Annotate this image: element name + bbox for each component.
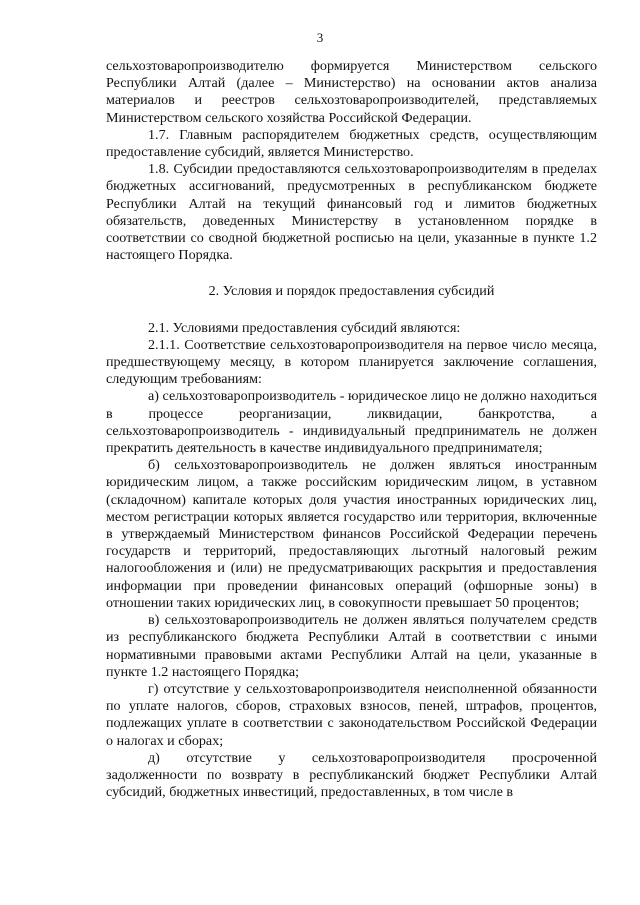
- section-heading: 2. Условия и порядок предоставления субсидий: [208, 283, 495, 300]
- paragraph: в) сельхозтоваропроизводитель не должен являться получателем средств из республиканского бюджета Республики Алтай в соответствии с иными нормативными правовыми актами Республики Алтай на цели, указанные в пункте 1.2 настоящего Порядка;: [106, 612, 597, 680]
- paragraph: 1.8. Субсидии предоставляются сельхозтоваропроизводителям в пределах бюджетных ассигнований, предусмотренных в республиканском бюджете Республики Алтай на текущий финансовый год и лимитов бюджетных обязательств, доведенных Министерству в установленном порядке в соответствии со сводной бюджетной росписью на цели, указанные в пункте 1.2 настоящего Порядка.: [106, 161, 597, 264]
- paragraph: г) отсутствие у сельхозтоваропроизводителя неисполненной обязанности по уплате налогов, сборов, страховых взносов, пеней, штрафов, процентов, подлежащих уплате в соответствии с законодательством Российской Федерации о налогах и сборах;: [106, 680, 597, 749]
- paragraph: 2.1.1. Соответствие сельхозтоваропроизводителя на первое число месяца, предшествующему месяцу, в котором планируется заключение соглашения, следующим требованиям:: [106, 336, 597, 388]
- paragraph: 1.7. Главным распорядителем бюджетных средств, осуществляющим предоставление субсидий, является Министерство.: [106, 126, 597, 161]
- paragraphs-after-heading: [106, 320, 597, 802]
- paragraph: 2.1. Условиями предоставления субсидий являются:: [148, 319, 461, 336]
- document-body: [106, 58, 597, 801]
- paragraph: а) сельхозтоваропроизводитель - юридическое лицо не должно находиться в процессе реорганизации, ликвидации, банкротства, а сельхозтоваропроизводитель - индивидуальный предприниматель не должен прекратить деятельность в качестве индивидуального предпринимателя;: [106, 388, 597, 457]
- paragraphs-before-heading: [106, 58, 597, 264]
- paragraph: б) сельхозтоваропроизводитель не должен являться иностранным юридическим лицом, а также российским юридическим лицом, в уставном (складочном) капитале которых доля участия иностранных юридических лиц, местом регистрации которых является государство или территория, включенные в утверждаемый Министерством финансов Российской Федерации перечень государств и территорий, предоставляющих льготный налоговый режим налогообложения и (или) не предусматривающих раскрытия и предоставления информации при проведении финансовых операций (офшорные зоны) в отношении таких юридических лиц, в совокупности превышает 50 процентов;: [106, 457, 597, 611]
- paragraph: д) отсутствие у сельхозтоваропроизводителя просроченной задолженности по возврату в республиканский бюджет Республики Алтай субсидий, бюджетных инвестиций, предоставленных, в том числе в: [106, 749, 597, 801]
- paragraph: сельхозтоваропроизводителю формируется Министерством сельского Республики Алтай (далее – Министерство) на основании актов анализа материалов и реестров сельхозтоваропроизводителей, представляемых Министерством сельского хозяйства Российской Федерации.: [106, 58, 597, 126]
- page-number: 3: [316, 30, 324, 45]
